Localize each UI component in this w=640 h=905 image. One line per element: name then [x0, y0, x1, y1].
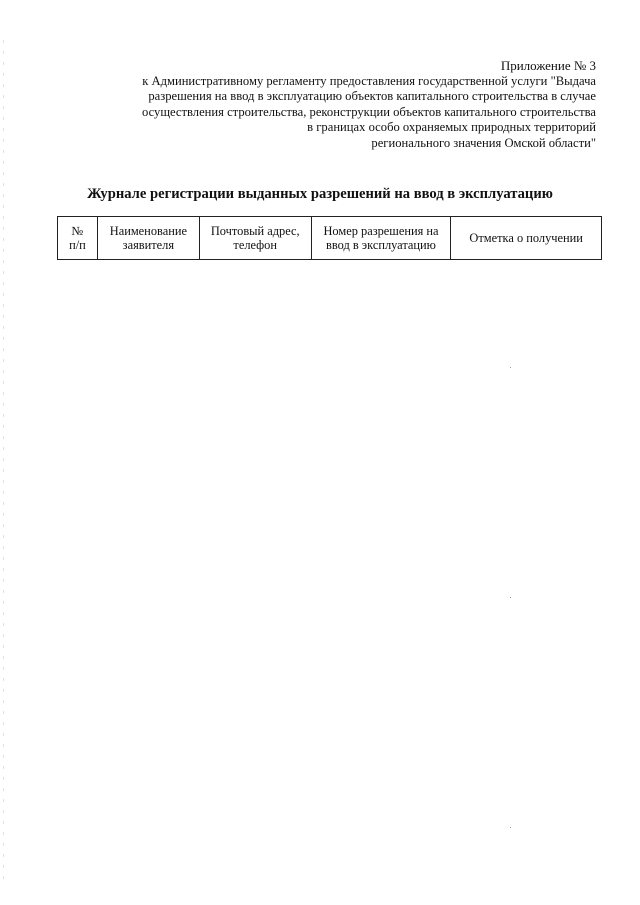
column-header-number — [58, 217, 98, 260]
column-header-line: Почтовый адрес, — [210, 224, 300, 238]
appendix-line: к Административному регламенту предоставления государственной услуги "Выдача — [142, 73, 596, 88]
appendix-line: в границах особо охраняемых природных территорий — [307, 120, 596, 134]
column-header-line: заявителя — [122, 238, 175, 252]
journal-title: Журнале регистрации выданных разрешений на ввод в эксплуатацию — [87, 186, 553, 202]
column-header-line: ввод в эксплуатацию — [326, 238, 436, 252]
column-header-line: Наименование — [109, 224, 187, 238]
scan-speck — [510, 367, 511, 368]
column-header-line: телефон — [233, 238, 278, 252]
table-header-row — [58, 217, 602, 260]
appendix-line: осуществления строительства, реконструкции объектов капитального строительства — [141, 104, 596, 119]
column-header-line: Номер разрешения на — [323, 224, 439, 238]
column-header-address — [199, 217, 311, 260]
appendix-number: Приложение № 3 — [500, 58, 596, 73]
column-header-receipt-mark — [451, 217, 602, 260]
appendix-line: регионального значения Омской области" — [371, 135, 596, 150]
scan-speck — [510, 827, 511, 828]
column-header-line: п/п — [69, 238, 86, 252]
appendix-line: разрешения на ввод в эксплуатацию объектов капитального строительства в случае — [148, 89, 596, 103]
scan-edge-artifact — [3, 40, 4, 880]
journal-table — [57, 216, 602, 260]
column-header-line: Отметка о получении — [469, 231, 583, 245]
scan-speck — [510, 597, 511, 598]
column-header-applicant — [97, 217, 199, 260]
column-header-line: № — [71, 224, 84, 238]
column-header-permit-number — [311, 217, 451, 260]
appendix-header — [76, 58, 596, 151]
